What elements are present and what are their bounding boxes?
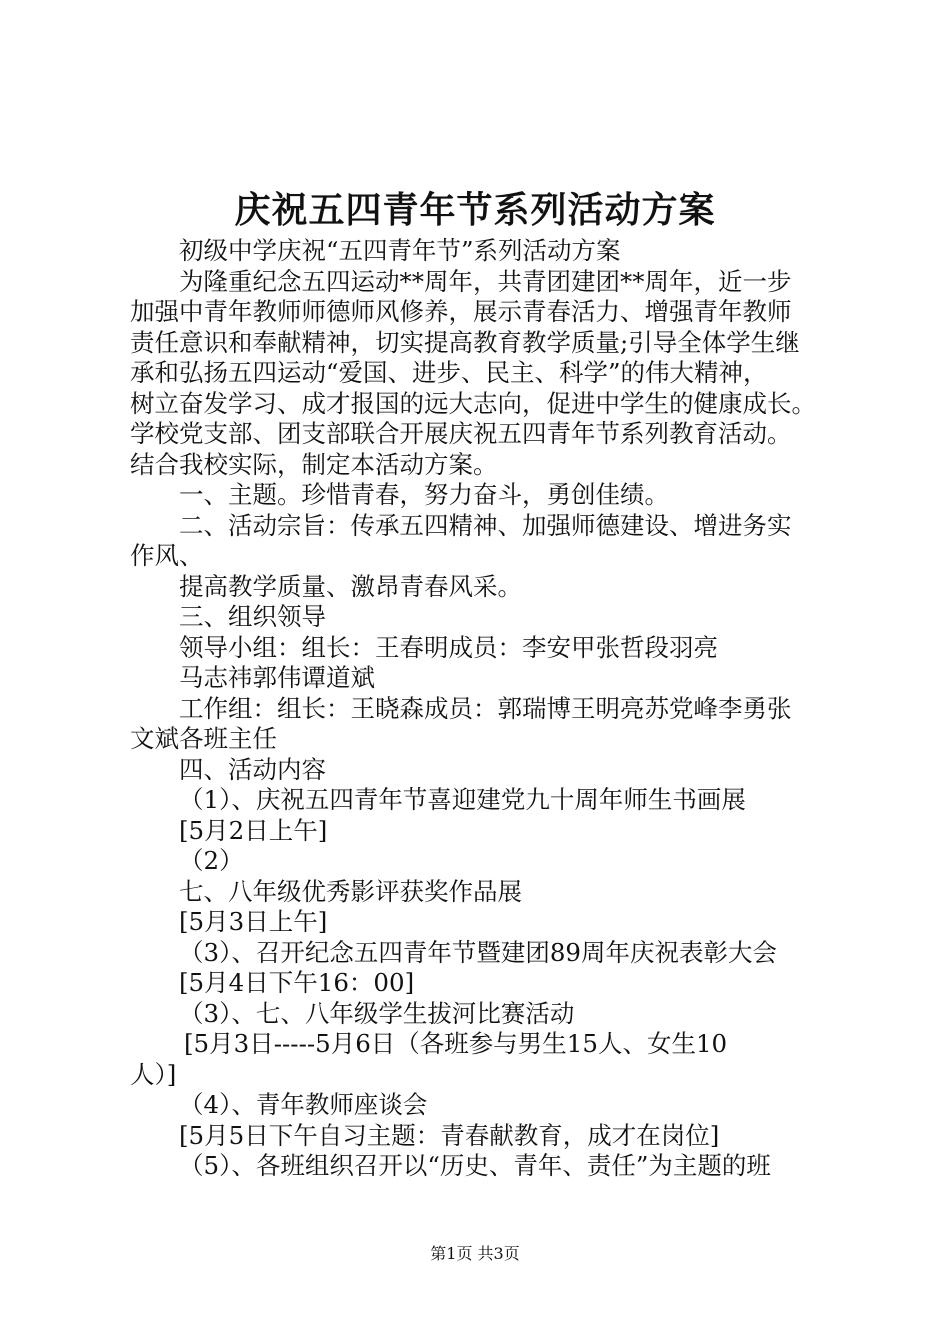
activity-date: [5月5日下午自习主题：青春献教育，成才在岗位] (179, 1120, 720, 1150)
document-body (130, 236, 830, 1182)
section-heading: 三、组织领导 (179, 602, 326, 631)
paragraph-line: 作风、 (130, 541, 204, 570)
activity-item: （4）、青年教师座谈会 (179, 1090, 428, 1119)
paragraph-line: 加强中青年教师师德师风修养，展示青春活力、增强青年教师 (130, 297, 792, 326)
paragraph-line: 初级中学庆祝“五四青年节”系列活动方案 (179, 236, 621, 265)
section-heading: 四、活动内容 (179, 754, 326, 784)
paragraph-line: 工作组：组长：王晓森成员：郭瑞博王明亮苏党峰李勇张 (179, 693, 792, 723)
paragraph-line: 学校党支部、团支部联合开展庆祝五四青年节系列教育活动。 (130, 419, 792, 448)
paragraph-line: 为隆重纪念五四运动**周年，共青团建团**周年，近一步 (179, 266, 792, 296)
activity-item: （5）、各班组织召开以“历史、青年、责任”为主题的班 (179, 1151, 771, 1180)
activity-date: [5月3日-----5月6日（各班参与男生15人、女生10 (184, 1029, 728, 1058)
activity-item: （2） (179, 846, 244, 875)
activity-date: 人）] (130, 1059, 177, 1089)
paragraph-line: 提高教学质量、激昂青春风采。 (179, 571, 522, 601)
document-title: 庆祝五四青年节系列活动方案 (234, 189, 716, 231)
paragraph-line: 责任意识和奉献精神，切实提高教育教学质量;引导全体学生继 (130, 327, 800, 357)
activity-item: （3）、召开纪念五四青年节暨建团89周年庆祝表彰大会 (179, 937, 778, 967)
section-heading: 二、活动宗旨：传承五四精神、加强师德建设、增进务实 (179, 510, 792, 540)
activity-item: （1）、庆祝五四青年节喜迎建党九十周年师生书画展 (179, 785, 746, 814)
paragraph-line: 承和弘扬五四运动“爱国、进步、民主、科学”的伟大精神， (130, 358, 768, 387)
activity-date: [5月3日上午] (179, 907, 328, 936)
activity-date: [5月2日上午] (179, 815, 328, 845)
activity-item: （3）、七、八年级学生拔河比赛活动 (179, 998, 575, 1028)
activity-item: 七、八年级优秀影评获奖作品展 (179, 876, 522, 906)
paragraph-line: 结合我校实际，制定本活动方案。 (130, 449, 498, 479)
paragraph-line: 领导小组：组长：王春明成员：李安甲张哲段羽亮 (179, 632, 718, 662)
activity-date: [5月4日下午16：00] (179, 968, 415, 997)
paragraph-line: 马志祎郭伟谭道斌 (179, 663, 375, 692)
paragraph-line: 文斌各班主任 (130, 724, 277, 753)
paragraph-line: 树立奋发学习、成才报国的远大志向，促进中学生的健康成长。 (130, 388, 816, 418)
section-heading: 一、主题。珍惜青春，努力奋斗，勇创佳绩。 (179, 480, 669, 509)
page-footer: 第1页 共3页 (430, 1244, 520, 1263)
